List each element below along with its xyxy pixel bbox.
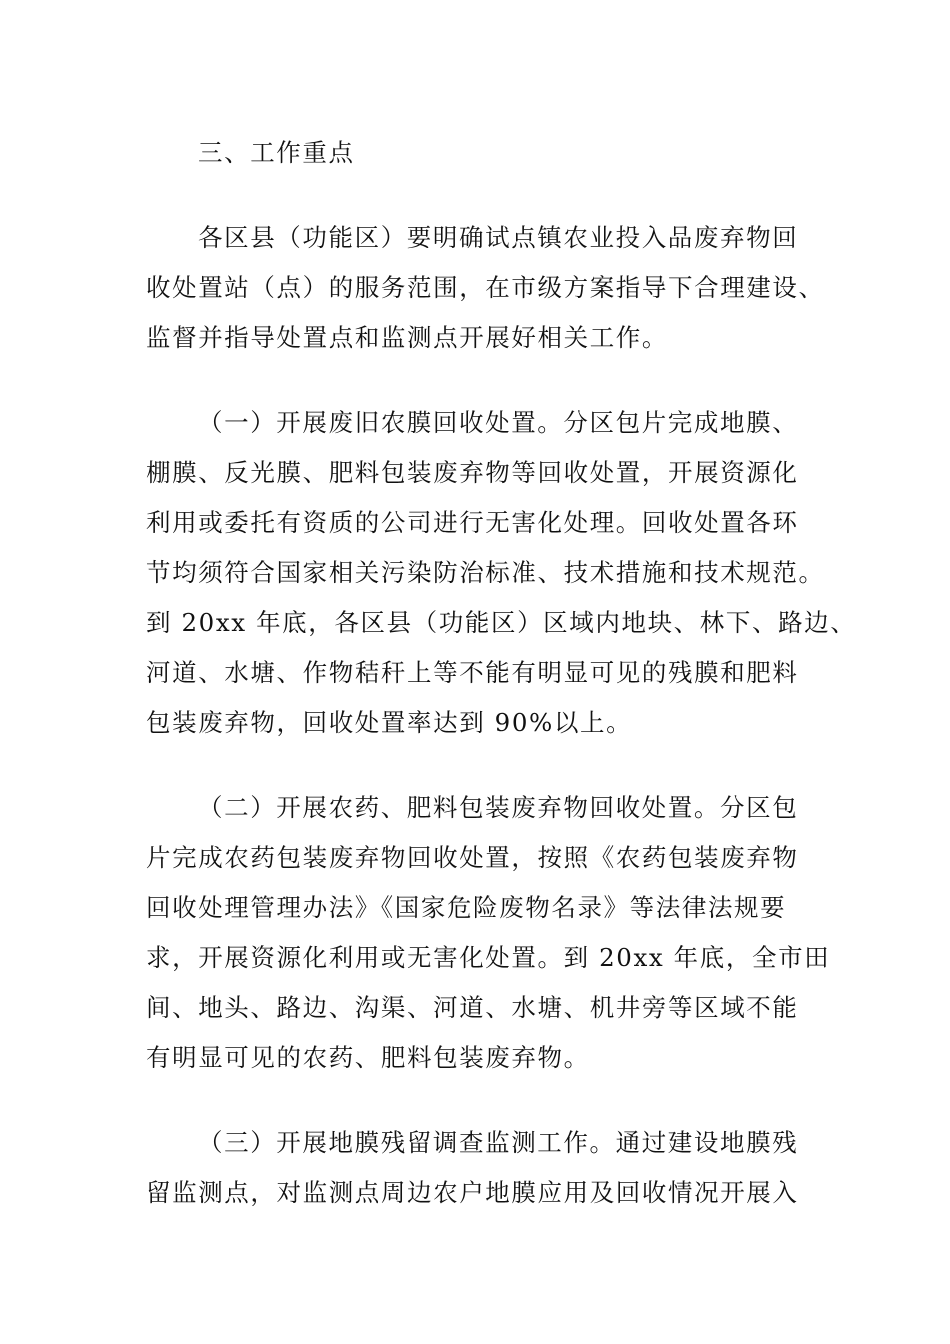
paragraph-line: 回收处理管理办法》《国家危险废物名录》等法律法规要 [146,893,787,922]
paragraph-line: （三）开展地膜残留调查监测工作。通过建设地膜残 [198,1128,799,1157]
paragraph-line: 河道、水塘、作物秸秆上等不能有明显可见的残膜和肥料 [146,658,799,687]
paragraph-line: 留监测点，对监测点周边农户地膜应用及回收情况开展入 [146,1178,799,1207]
paragraph-line: （一）开展废旧农膜回收处置。分区包片完成地膜、 [198,408,799,437]
paragraph-line: 棚膜、反光膜、肥料包装废弃物等回收处置，开展资源化 [146,458,799,487]
paragraph-line: 片完成农药包装废弃物回收处置，按照《农药包装废弃物 [146,843,799,872]
paragraph-line: 包装废弃物，回收处置率达到 90%以上。 [146,708,633,737]
paragraph-line: 监督并指导处置点和监测点开展好相关工作。 [146,323,668,352]
paragraph-line: 间、地头、路边、沟渠、河道、水塘、机井旁等区域不能 [146,993,799,1022]
paragraph-line: 求，开展资源化利用或无害化处置。到 20xx 年底，全市田 [146,943,831,972]
paragraph-line: 利用或委托有资质的公司进行无害化处理。回收处置各环 [146,508,799,537]
paragraph-line: 节均须符合国家相关污染防治标准、技术措施和技术规范。 [146,558,825,587]
paragraph-line: 有明显可见的农药、肥料包装废弃物。 [146,1043,590,1072]
paragraph-line: 到 20xx 年底，各区县（功能区）区域内地块、林下、路边、 [146,608,857,637]
paragraph-line: 收处置站（点）的服务范围，在市级方案指导下合理建设、 [146,273,825,302]
section-heading: 三、工作重点 [198,138,355,167]
paragraph-line: 各区县（功能区）要明确试点镇农业投入品废弃物回 [198,223,799,252]
paragraph-line: （二）开展农药、肥料包装废弃物回收处置。分区包 [198,793,799,822]
